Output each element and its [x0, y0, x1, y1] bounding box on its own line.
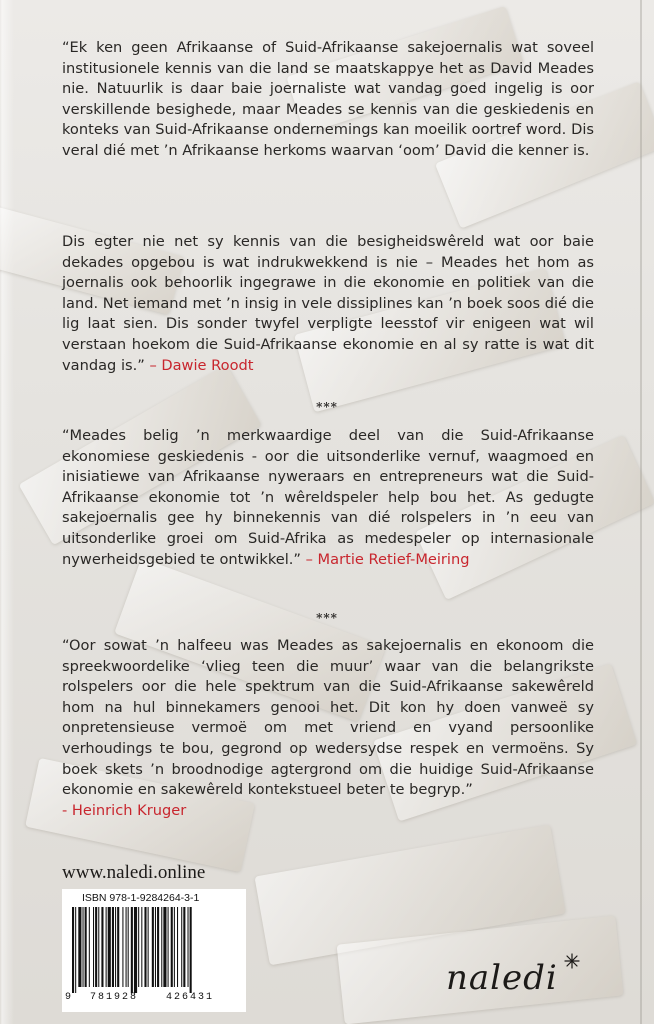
publisher-website: www.naledi.online	[62, 862, 206, 883]
barcode-stripe	[141, 907, 142, 987]
barcode-stripe	[171, 907, 173, 987]
isbn-label: ISBN 978-1-9284264-3-1	[82, 892, 200, 904]
barcode-stripe	[157, 907, 159, 987]
barcode-stripe	[168, 907, 169, 987]
barcode-digit-first: 9	[65, 992, 72, 1003]
quote-2	[62, 232, 594, 376]
separator-1: ***	[316, 400, 338, 414]
spine-edge	[640, 0, 642, 1024]
quote-3	[62, 426, 594, 570]
barcode-stripe	[115, 907, 116, 987]
quote-3-text: “Meades belig ’n merkwaardige deel van die Suid-Afrikaanse ekonomiese geskiedenis - oor die uitsonderlike vernuf, waagmoed en inisiatiewe van Afrikaanse nyweraars en entrepreneurs wat die Suid-Afrikaanse ekonomie tot ’n wêreldspeler help bou het. As gedugte sakejoernalis gee hy binnekennis van dié rolspelers in ’n eeu van uitsonderlike groei om Suid-Afrika as medespeler op internasionale nywerheidsgebied te ontwikkel.”	[62, 427, 594, 568]
barcode-stripe	[98, 907, 99, 987]
barcode-stripe	[117, 907, 119, 987]
separator-2: ***	[316, 611, 338, 625]
barcode-stripe	[85, 907, 87, 987]
quote-2-author: – Dawie Roodt	[149, 356, 254, 374]
barcode-stripe	[122, 907, 123, 987]
quote-3-author: – Martie Retief-Meiring	[305, 550, 470, 568]
barcode-digits-right: 426431	[166, 992, 215, 1003]
barcode-stripe	[138, 907, 139, 987]
barcode-stripe	[72, 907, 74, 993]
barcode-stripe	[101, 907, 103, 987]
barcode-stripe	[128, 907, 129, 987]
barcode-stripe	[112, 907, 114, 987]
barcode-stripe	[78, 907, 81, 987]
barcode-stripe	[95, 907, 97, 987]
barcode-digits-left: 781928	[90, 992, 139, 1003]
barcode-stripe	[163, 907, 166, 987]
barcode-stripe	[177, 907, 178, 987]
barcode-stripe	[89, 907, 90, 987]
barcode-stripe	[161, 907, 162, 987]
barcode-stripe	[83, 907, 84, 987]
barcode-stripe	[108, 907, 111, 987]
barcode-stripe	[183, 907, 185, 987]
barcode-stripe	[144, 907, 146, 987]
quote-2-text: Dis egter nie net sy kennis van die besigheidswêreld wat oor baie dekades opgebou is wat indrukwekkend is nie – Meades het hom as joernalis ook behoorlik ingegrawe in die ekonomie en politiek van die land. Net iemand met ’n insig in vele dissiplines kan ’n boek soos dié die lig laat sien. Dis sonder twyfel verpligte leesstof vir enigeen wat wil verstaan hoekom die Suid-Afrikaanse ekonomie en al sy ratte is wat dit vandag is.”	[62, 233, 594, 374]
barcode-stripe	[188, 907, 189, 987]
barcode-stripe	[126, 907, 127, 987]
publisher-logo: naledi	[446, 958, 558, 998]
quote-1	[62, 38, 594, 162]
barcode-stripe	[106, 907, 107, 987]
quote-4-text: “Oor sowat ’n halfeeu was Meades as sakejoernalis en ekonoom die spreekwoordelike ‘vlieg teen die muur’ waar van die belangrikste rolspelers oor die hele spektrum van die Suid-Afrikaanse sakewêreld hom na hul binnekamers genooi het. Dit kon hy doen vanweë sy onpretensieuse vermoë om met vriend en vyand persoonlike verhoudings te bou, gegrond op wedersydse respek en vermoëns. Sy boek skets ’n broodnodige agtergrond om die huidige Suid-Afrikaanse ekonomie en sakewêreld kontekstueel beter te begryp.”	[62, 637, 594, 799]
barcode-stripe	[134, 907, 137, 993]
barcode	[62, 889, 246, 1012]
barcode-stripe	[148, 907, 149, 987]
barcode-stripe	[190, 907, 192, 993]
barcode-stripe	[75, 907, 76, 993]
barcode-stripe	[155, 907, 156, 987]
logo-star-icon	[563, 952, 581, 970]
barcode-stripe	[174, 907, 175, 987]
barcode-stripe	[131, 907, 133, 993]
quote-4-author: - Heinrich Kruger	[62, 801, 187, 819]
quote-4	[62, 636, 594, 821]
barcode-stripe	[93, 907, 94, 987]
quote-1-text: “Ek ken geen Afrikaanse of Suid-Afrikaanse sakejoernalis wat soveel institusionele kennis van die land se maatskappye het as David Meades nie. Natuurlik is daar baie joernaliste wat vandag goed ingelig is oor verskillende besighede, maar Meades se kennis van die geskiedenis en konteks van Suid-Afrikaanse ondernemings kan moeilik oortref word. Dis veral dié met ’n Afrikaanse herkoms waarvan ‘oom’ David die kenner is.	[62, 39, 594, 159]
barcode-stripe	[152, 907, 154, 987]
barcode-bars	[68, 907, 240, 993]
barcode-stripe	[181, 907, 182, 987]
